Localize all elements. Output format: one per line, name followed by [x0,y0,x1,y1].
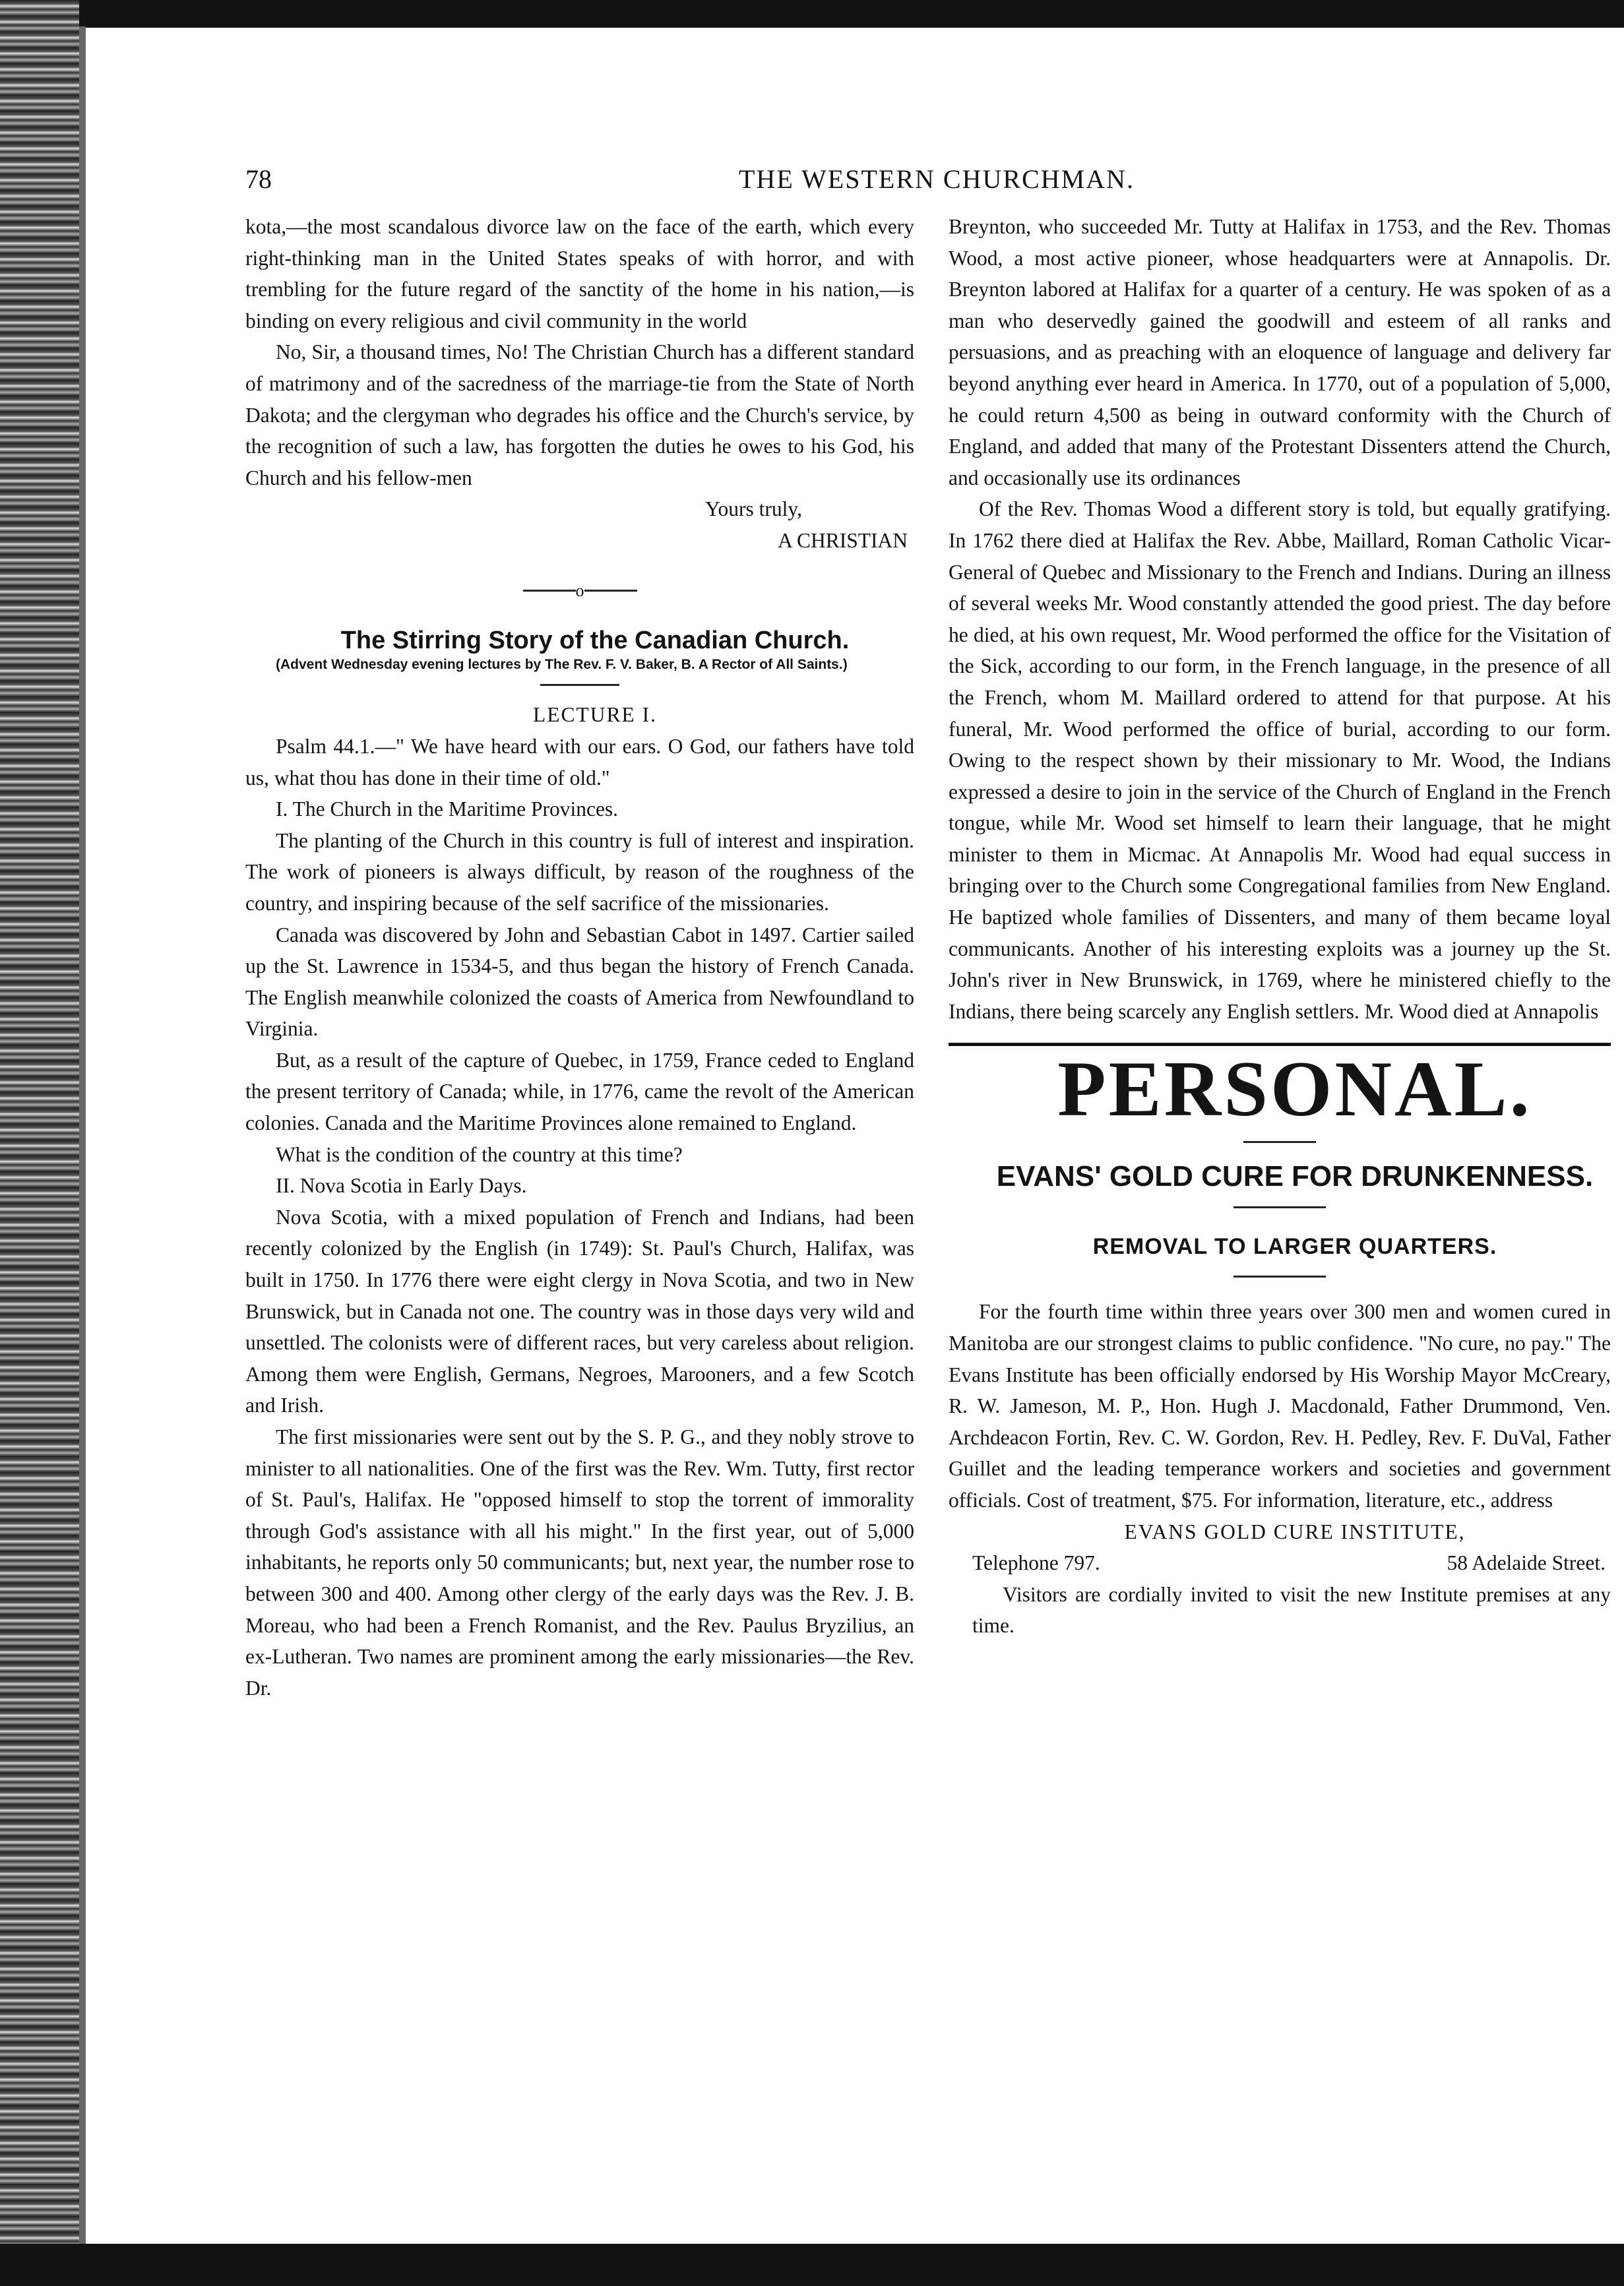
ad-contact-line [949,1547,1611,1579]
body-paragraph: The planting of the Church in this country is full of interest and inspiration. The work of pioneers is always difficult, by reason of the roughness of the country, and inspiring because of the self sacrifice of the missionaries. [245,828,914,915]
page-number: 78 [245,164,272,194]
body-paragraph: Nova Scotia, with a mixed population of French and Indians, had been recently colonized by the English (in 1749): St. Paul's Church, Halifax, was built in 1750. In 1776 there were eight clergy in Nova Scotia, and two in New Brunswick, but in Canada not one. The country was in those days very wild and unsettled. The colonists were of different races, but very careless about religion. Among them were English, Germans, Negroes, Marooners, and a few Scotch and Irish. [245,1205,914,1417]
body-paragraph: Of the Rev. Thomas Wood a different story is told, but equally gratifying. In 1762 there died at Halifax the Rev. Abbe, Maillard, Roman Catholic Vicar-General of Quebec and Missionary to the French and Indians. During an illness of several weeks Mr. Wood constantly attended the good priest. The day before he died, at his own request, Mr. Wood performed the office for the Visitation of the Sick, according to our form, in the French language, in the presence of all the French, whom M. Maillard ordered to attend for that purpose. At his funeral, Mr. Wood performed the office of burial, according to our form. Owing to the respect shown by their missionary to Mr. Wood, the Indians expressed a desire to join in the service of the Church of England in the French tongue, while Mr. Wood set himself to learn their language, that he might minister to them in Micmac. At Annapolis Mr. Wood had equal success in bringing over to the Church some Congregational families from New England. He baptized whole families of Dissenters, and many of them became loyal communicants. Another of his interesting exploits was a journey up the St. John's river in New Brunswick, in 1769, where he ministered chiefly to the Indians, there being scarcely any English settlers. Mr. Wood died at Annapolis [949,497,1611,1023]
ad-rule [1234,1206,1326,1208]
section-heading: I. The Church in the Maritime Provinces. [276,797,619,821]
page-header [0,164,1624,203]
divider-mark: o [575,580,584,600]
article-title: The Stirring Story of the Canadian Church. [340,627,850,655]
body-paragraph: The first missionaries were sent out by the S. P. G., and they nobly strove to minister to all nationalities. One of the first was the Rev. Wm. Tutty, first rector of St. Paul's, Halifax. He "opposed himself to stop the torrent of immorality through God's assistance with all his might." In the first year, out of 5,000 inhabitants, he reports only 50 communicants; but, next year, the number rose to between 300 and 400. Among other clergy of the early days was the Rev. J. B. Moreau, who had been a French Romanist, and the Rev. Paulus Bryzilius, an ex-Lutheran. Two names are prominent among the early missionaries—the Rev. Dr. [245,1425,914,1700]
article-subtitle: (Advent Wednesday evening lectures by The Rev. F. V. Baker, B. A Rector of All Saints.) [276,657,848,673]
section-heading: II. Nova Scotia in Early Days. [276,1174,527,1198]
advertisement [949,1046,1611,1642]
letter-paragraph: No, Sir, a thousand times, No! The Christian Church has a different standard of matrimony and of the sacredness of the marriage-tie from the State of North Dakota; and the clergyman who degrades his office and the Church's service, by the recognition of such a law, has forgotten the duties he owes to his God, his Church and his fellow-men [245,340,914,489]
ad-title: PERSONAL. [1057,1045,1532,1133]
lecture-heading: LECTURE I. [533,703,657,727]
body-paragraph: Canada was discovered by John and Sebastian Cabot in 1497. Cartier sailed up the St. Lawrence in 1534-5, and thus began the history of French Canada. The English meanwhile colonized the coasts of America from Newfoundland to Virginia. [245,923,914,1041]
ad-rule [1234,1276,1326,1278]
body-paragraph: Psalm 44.1.—" We have heard with our ears. O God, our fathers have told us, what thou has done in their time of old." [245,734,914,789]
right-column [949,211,1611,1642]
section-divider [245,574,914,607]
scan-binding-edge [0,0,79,2286]
title-rule [540,684,619,686]
ad-body: For the fourth time within three years over 300 men and women cured in Manitoba are our strongest claims to public confidence. "No cure, no pay." The Evans Institute has been officially endorsed by His Worship Mayor McCreary, R. W. Jameson, M. P., Hon. Hugh J. Macdonald, Father Drummond, Ven. Archdeacon Fortin, Rev. C. W. Gordon, Rev. H. Pedley, Rev. F. DuVal, Father Guillet and the leading temperance workers and societies and government officials. Cost of treatment, $75. For information, literature, etc., address [949,1300,1611,1512]
body-paragraph: Breynton, who succeeded Mr. Tutty at Halifax in 1753, and the Rev. Thomas Wood, a most active pioneer, whose headquarters were at Annapolis. Dr. Breynton labored at Halifax for a quarter of a century. He was spoken of as a man who deservedly gained the goodwill and esteem of all ranks and persuasions, and as preaching with an eloquence of language and delivery far beyond anything ever heard in America. In 1770, out of a population of 5,000, he could return 4,500 as being in outward conformity with the Church of England, and added that many of the Protestant Dissenters attend the Church, and occasionally use its ordinances [949,215,1611,489]
ad-address: 58 Adelaide Street. [1447,1551,1606,1575]
letter-paragraph: kota,—the most scandalous divorce law on the face of the earth, which every right-thinking man in the United States speaks of with horror, and with trembling for the future regard of the sanctity of the home in his nation,—is binding on every religious and civil community in the world [245,215,914,332]
letter-signature: A CHRISTIAN [778,528,908,552]
ad-rule [1243,1141,1316,1143]
ad-institute-name: EVANS GOLD CURE INSTITUTE, [1124,1520,1466,1543]
scan-binding-shadow [79,26,86,2249]
body-paragraph: What is the condition of the country at this time? [276,1142,683,1166]
letter-signoff: Yours truly, [704,497,802,521]
left-column [245,211,914,1704]
ad-visit-note: Visitors are cordially invited to visit the new Institute premises at any time. [972,1582,1611,1638]
running-title: THE WESTERN CHURCHMAN. [739,164,1135,194]
body-paragraph: But, as a result of the capture of Quebec, in 1759, France ceded to England the present territory of Canada; while, in 1776, came the revolt of the American colonies. Canada and the Maritime Provinces alone remained to England. [245,1048,914,1135]
ad-subheadline: REMOVAL TO LARGER QUARTERS. [1092,1234,1497,1260]
scan-top-border [0,0,1624,28]
scan-bottom-border [0,2244,1624,2286]
ad-headline: EVANS' GOLD CURE FOR DRUNKENNESS. [996,1160,1594,1193]
ad-telephone: Telephone 797. [972,1551,1100,1575]
